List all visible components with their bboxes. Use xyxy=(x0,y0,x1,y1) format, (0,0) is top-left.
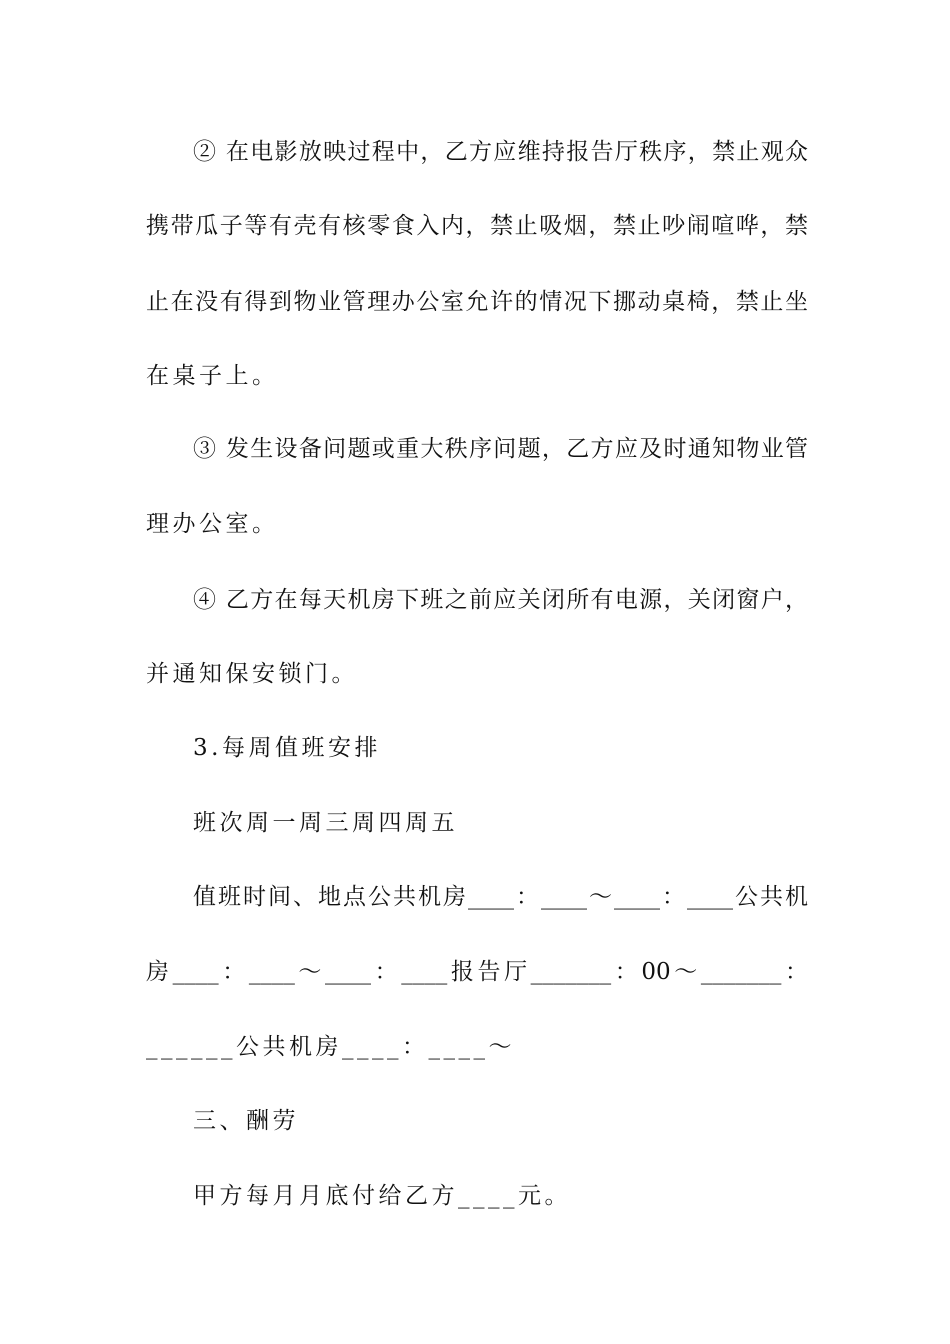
remuneration-text: 甲方每月月底付给乙方____元。 xyxy=(193,1183,571,1209)
paragraph-3-line-2: 理办公室。 xyxy=(146,511,279,537)
schedule-line-3: ______公共机房____：____～ xyxy=(146,1034,515,1060)
schedule-line-2: 房____：____～____：____报告厅_______：00～_______： xyxy=(146,959,808,985)
paragraph-2-line-4: 在桌子上。 xyxy=(146,363,279,389)
remuneration-heading: 三、酬劳 xyxy=(193,1108,299,1134)
paragraph-2-line-1: ② 在电影放映过程中，乙方应维持报告厅秩序，禁止观众 xyxy=(193,139,808,165)
section-3-heading: 3.每周值班安排 xyxy=(193,735,381,761)
paragraph-4-line-2: 并通知保安锁门。 xyxy=(146,661,358,687)
paragraph-4-line-1: ④ 乙方在每天机房下班之前应关闭所有电源，关闭窗户， xyxy=(193,587,808,613)
schedule-header: 班次周一周三周四周五 xyxy=(193,810,458,836)
paragraph-2-line-3: 止在没有得到物业管理办公室允许的情况下挪动桌椅，禁止坐 xyxy=(146,289,808,315)
paragraph-2-line-2: 携带瓜子等有壳有核零食入内，禁止吸烟，禁止吵闹喧哗，禁 xyxy=(146,213,808,239)
schedule-line-1: 值班时间、地点公共机房____：____～____：____公共机 xyxy=(193,884,808,910)
paragraph-3-line-1: ③ 发生设备问题或重大秩序问题，乙方应及时通知物业管 xyxy=(193,436,808,462)
